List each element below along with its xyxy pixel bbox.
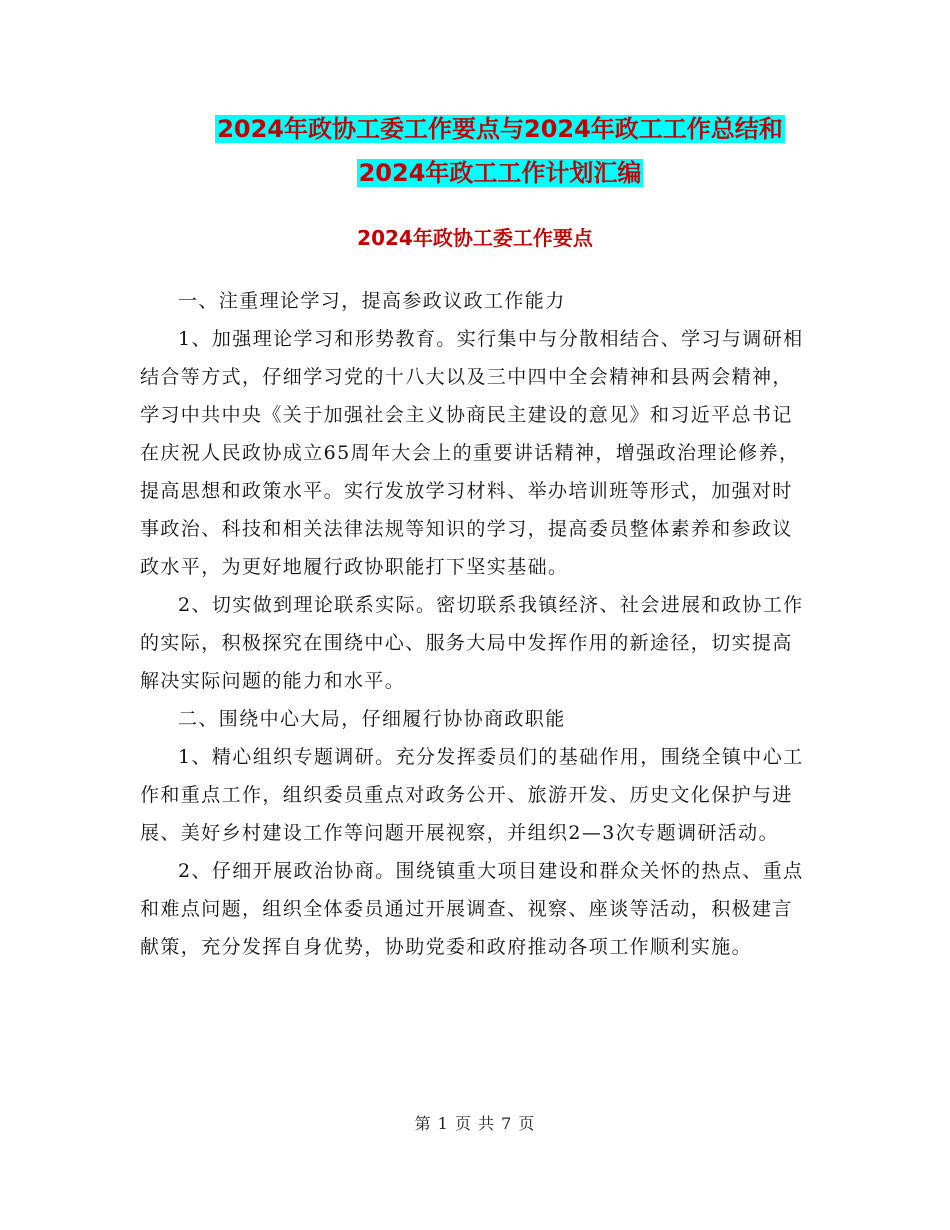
page-footer: 第 1 页 共 7 页 — [414, 1114, 536, 1133]
body-paragraph: 2、仔细开展政治协商。围绕镇重大项目建设和群众关怀的热点、重点和难点问题，组织全体委员通过开展调查、视察、座谈等活动，积极建言献策，充分发挥自身优势，协助党委和政府推动各项工作顺利实施。 — [140, 860, 804, 958]
heading-paragraph: 一、注重理论学习，提高参政议政工作能力 — [178, 290, 566, 312]
document-title-line-1 — [140, 106, 860, 152]
document-body — [140, 282, 810, 966]
body-paragraph: 1、加强理论学习和形势教育。实行集中与分散相结合、学习与调研相结合等方式，仔细学习党的十八大以及三中四中全会精神和县两会精神，学习中共中央《关于加强社会主义协商民主建设的意见》和习近平总书记在庆祝人民政协成立65周年大会上的重要讲话精神，增强政治理论修养，提高思想和政策水平。实行发放学习材料、举办培训班等形式，加强对时事政治、科技和相关法律法规等知识的学习，提高委员整体素养和参政议政水平，为更好地履行政协职能打下坚实基础。 — [140, 328, 804, 578]
title-highlight: 2024年政工工作计划汇编 — [358, 159, 642, 187]
title-highlight: 2024年政协工委工作要点与2024年政工工作总结和 — [217, 115, 783, 143]
document-title-line-2 — [140, 150, 860, 196]
body-paragraph: 2、切实做到理论联系实际。密切联系我镇经济、社会进展和政协工作的实际，积极探究在围绕中心、服务大局中发挥作用的新途径，切实提高解决实际问题的能力和水平。 — [140, 594, 804, 692]
body-paragraph: 1、精心组织专题调研。充分发挥委员们的基础作用，围绕全镇中心工作和重点工作，组织委员重点对政务公开、旅游开发、历史文化保护与进展、美好乡村建设工作等问题开展视察，并组织2—3次专题调研活动。 — [140, 746, 804, 844]
heading-paragraph: 二、围绕中心大局，仔细履行协协商政职能 — [178, 708, 566, 730]
section-title: 2024年政协工委工作要点 — [357, 226, 593, 250]
